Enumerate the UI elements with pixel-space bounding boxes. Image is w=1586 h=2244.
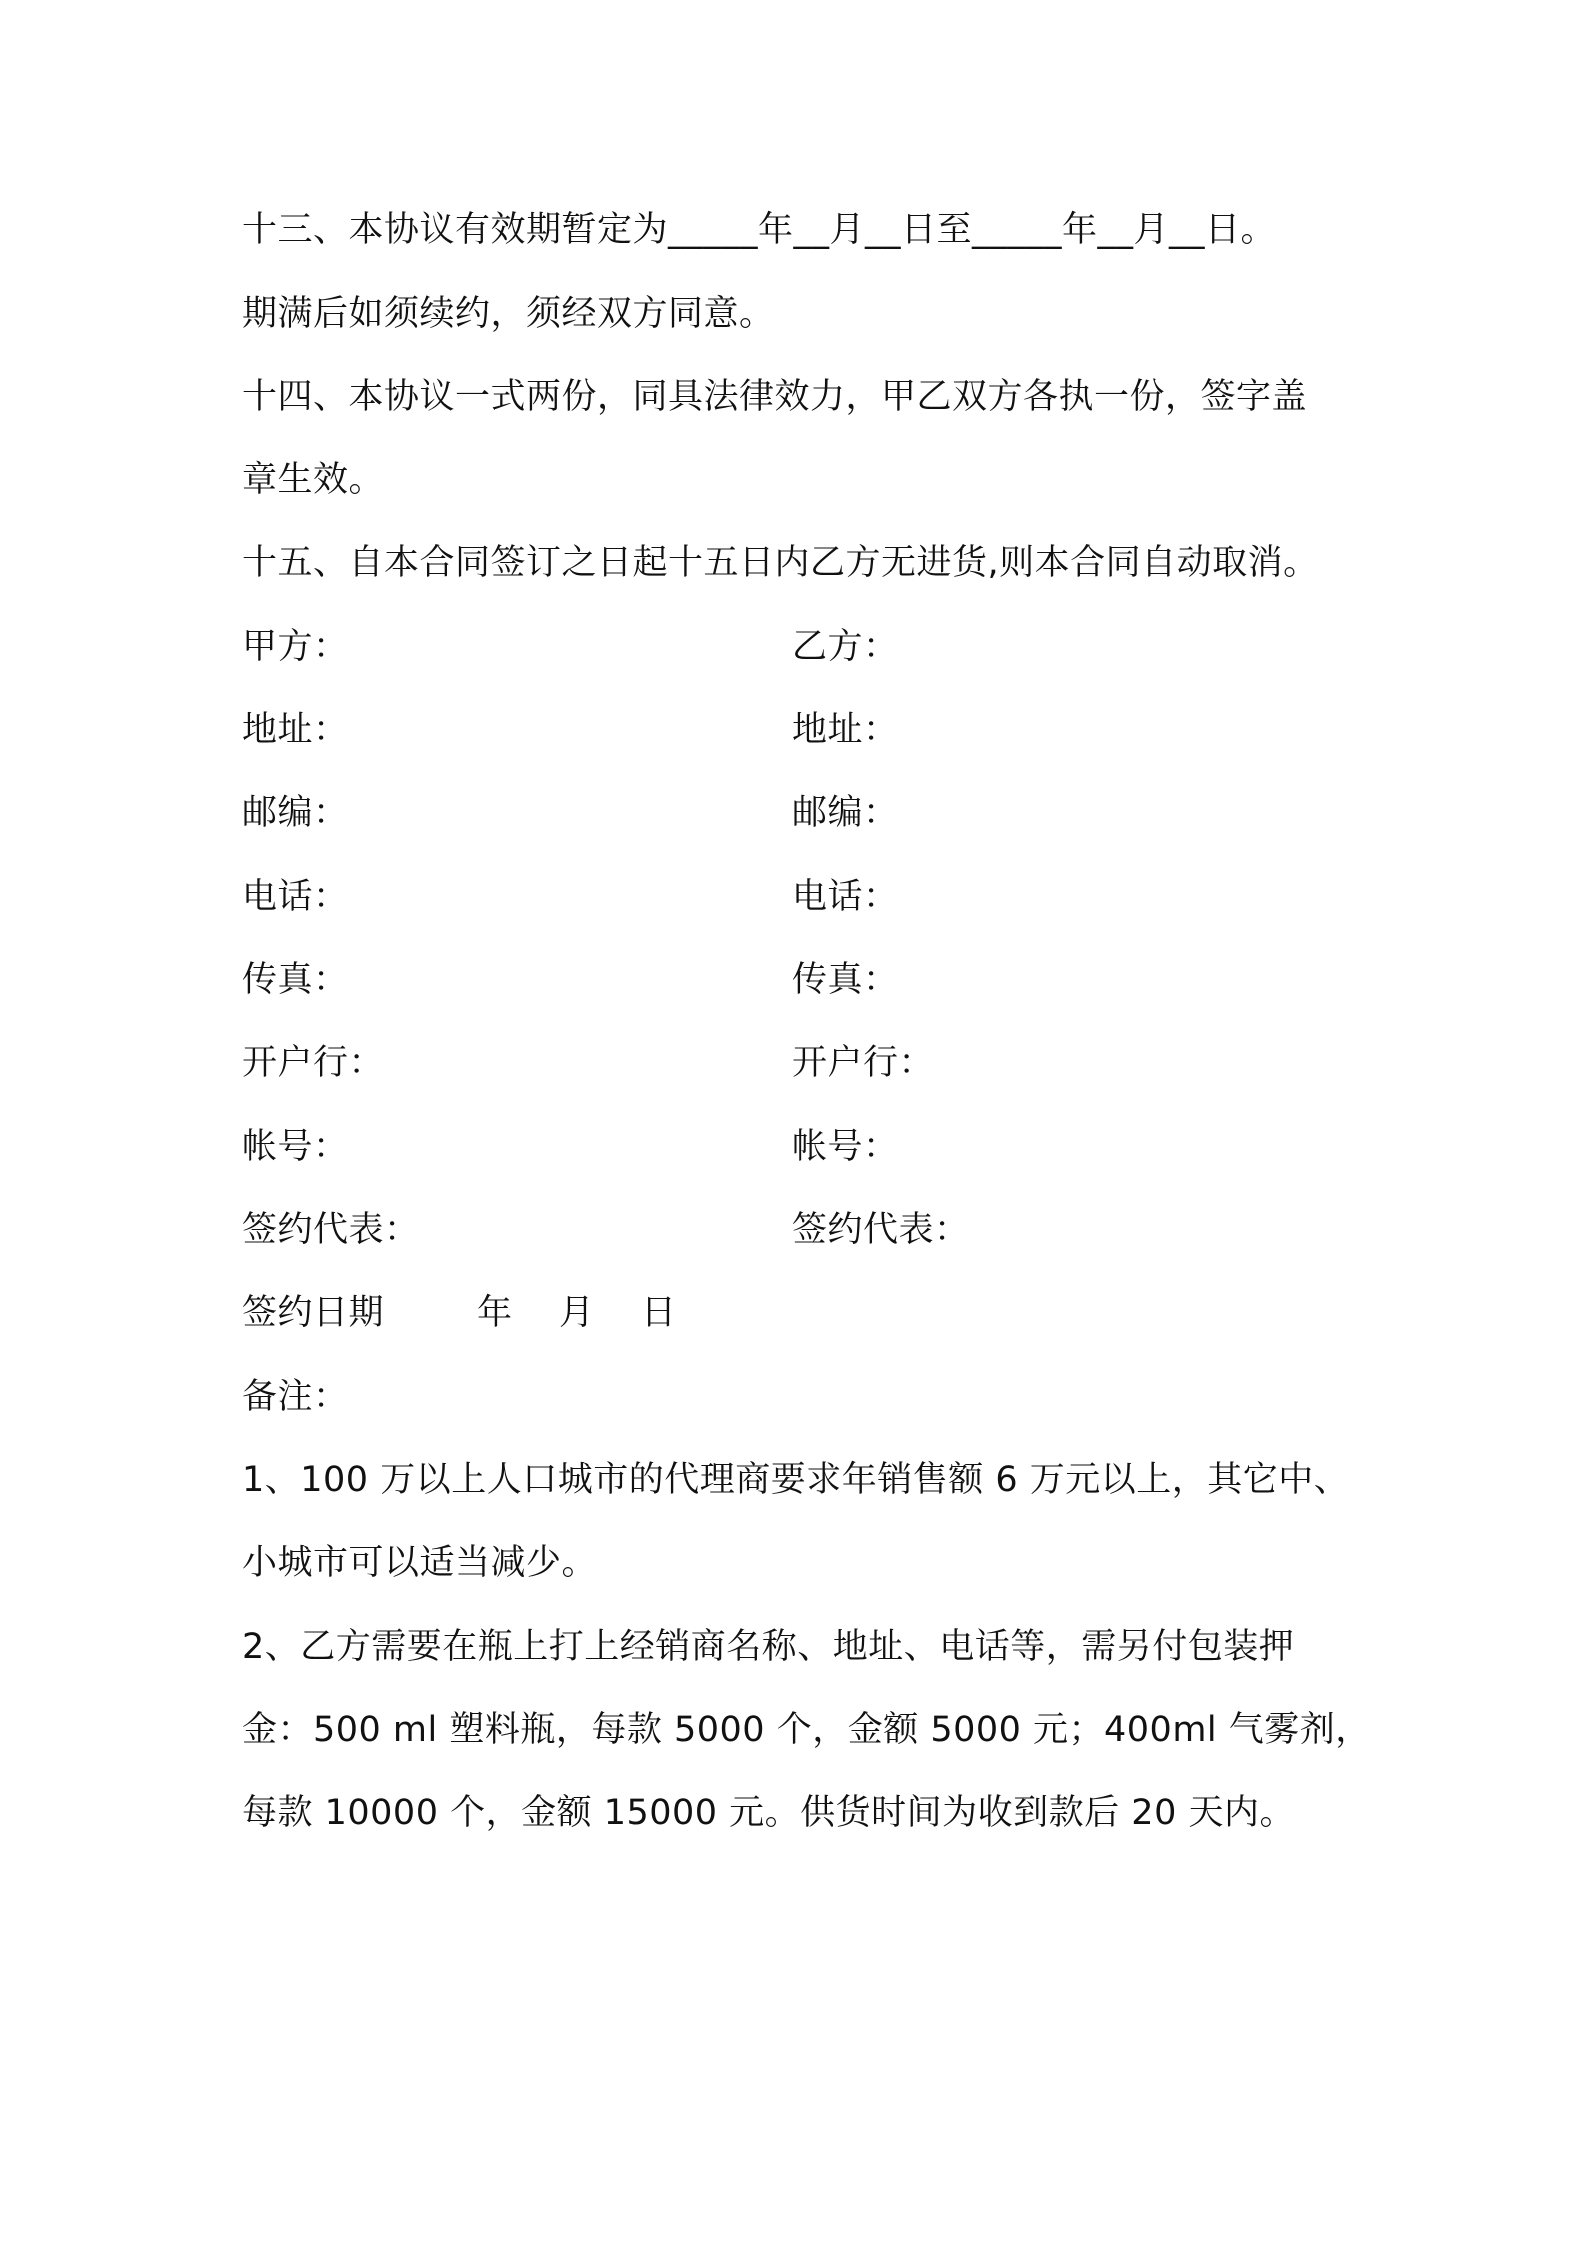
party-b-address-label: 地址： xyxy=(792,710,899,750)
party-a-bank-label: 开户行： xyxy=(242,1043,385,1083)
remark-1-line-2: 小城市可以适当减少。 xyxy=(242,1543,598,1583)
remarks-heading: 备注： xyxy=(242,1377,349,1417)
party-a-fax-label: 传真： xyxy=(242,960,349,1000)
sign-date-line: 签约日期 年 月 日 xyxy=(242,1293,677,1333)
party-b-account-label: 帐号： xyxy=(792,1127,899,1167)
party-b-representative-label: 签约代表： xyxy=(792,1210,970,1250)
clause-13-line-1: 十三、本协议有效期暂定为_____年__月__日至_____年__月__日。 xyxy=(242,210,1277,250)
clause-15-line-1: 十五、自本合同签订之日起十五日内乙方无进货,则本合同自动取消。 xyxy=(242,543,1319,583)
party-a-phone-label: 电话： xyxy=(242,877,349,917)
clause-14-line-1: 十四、本协议一式两份，同具法律效力，甲乙双方各执一份，签字盖 xyxy=(242,377,1308,417)
party-a-address-label: 地址： xyxy=(242,710,349,750)
remark-2-line-3: 每款 10000 个，金额 15000 元。供货时间为收到款后 20 天内。 xyxy=(242,1793,1295,1833)
party-b-bank-label: 开户行： xyxy=(792,1043,935,1083)
party-a-name-label: 甲方： xyxy=(242,627,349,667)
party-b-phone-label: 电话： xyxy=(792,877,899,917)
party-b-postcode-label: 邮编： xyxy=(792,793,899,833)
party-b-fax-label: 传真： xyxy=(792,960,899,1000)
party-b-name-label: 乙方： xyxy=(792,627,899,667)
remark-1-line-1: 1、100 万以上人口城市的代理商要求年销售额 6 万元以上，其它中、 xyxy=(242,1460,1350,1500)
party-a-account-label: 帐号： xyxy=(242,1127,349,1167)
party-a-representative-label: 签约代表： xyxy=(242,1210,420,1250)
remark-2-line-2: 金：500 ml 塑料瓶，每款 5000 个，金额 5000 元；400ml 气雾剂， xyxy=(242,1710,1371,1750)
clause-13-line-2: 期满后如须续约，须经双方同意。 xyxy=(242,294,775,334)
clause-14-line-2: 章生效。 xyxy=(242,460,385,500)
remark-2-line-1: 2、乙方需要在瓶上打上经销商名称、地址、电话等，需另付包装押 xyxy=(242,1627,1295,1667)
party-a-postcode-label: 邮编： xyxy=(242,793,349,833)
